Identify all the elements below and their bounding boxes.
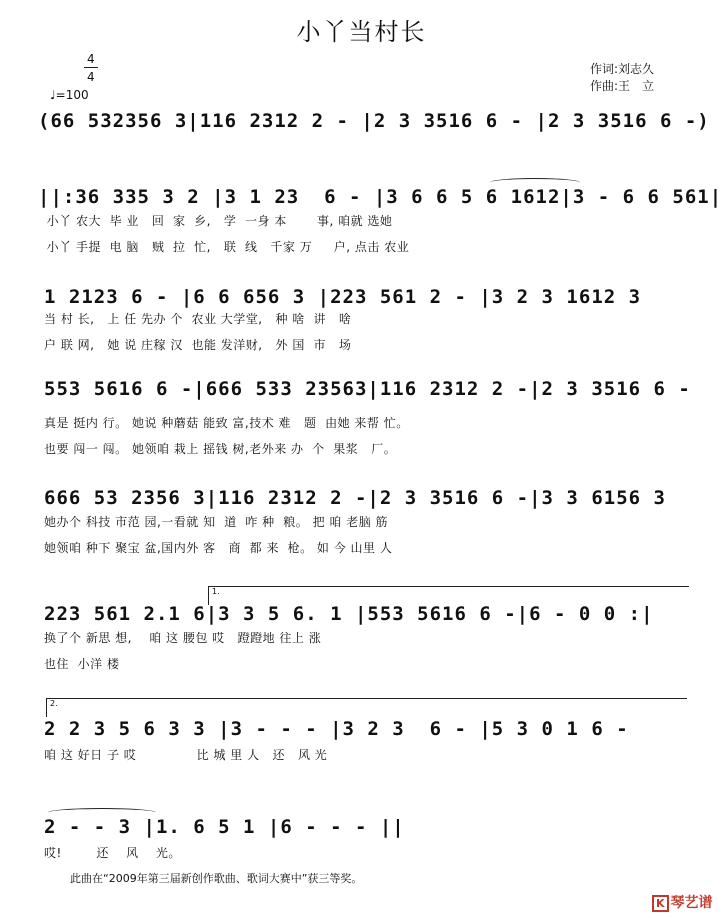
lyrics-verse1-line-6: 咱 这 好日 子 哎 比 城 里 人 还 风 光 bbox=[44, 748, 328, 762]
time-signature-divider bbox=[84, 67, 98, 68]
lyrics-verse2-line-2: 户 联 网, 她 说 庄稼 汉 也能 发洋财, 外 国 市 场 bbox=[44, 338, 352, 352]
lyrics-verse1-line-7: 哎! 还 风 光。 bbox=[44, 846, 181, 860]
notes-line-4: 666 53 2356 3|116 2312 2 -|2 3 3516 6 -|3 3 6156 3 bbox=[44, 487, 666, 509]
lyrics-verse1-line-2: 当 村 长, 上 任 先办 个 农业 大学堂, 种 啥 讲 啥 bbox=[44, 312, 352, 326]
site-logo bbox=[652, 892, 713, 912]
lyrics-verse2-line-5: 也住 小洋 楼 bbox=[44, 657, 120, 671]
notes-line-7: 2 - - 3 |1. 6 5 1 |6 - - - || bbox=[44, 816, 405, 838]
lyricist-credit: 作词:刘志久 bbox=[590, 62, 655, 76]
time-signature-top: 4 bbox=[87, 52, 95, 66]
score-title: 小丫当村长 bbox=[296, 18, 427, 46]
lyrics-verse1-line-4: 她办个 科技 市范 园,一看就 知 道 咋 种 粮。 把 咱 老脑 筋 bbox=[44, 515, 389, 529]
lyrics-verse1-line-3: 真是 挺内 行。 她说 种蘑菇 能致 富,技术 难 题 由她 来帮 忙。 bbox=[44, 416, 409, 430]
notes-line-intro: (66 532356 3|116 2312 2 - |2 3 3516 6 - |2 3 3516 6 -) bbox=[38, 110, 710, 132]
volta-label-2: 2. bbox=[50, 699, 58, 708]
notes-line-6: 2 2 3 5 6 3 3 |3 - - - |3 2 3 6 - |5 3 0 1 6 - bbox=[44, 718, 629, 740]
notes-line-5: 223 561 2.1 6|3 3 5 6. 1 |553 5616 6 -|6 - 0 0 :| bbox=[44, 603, 654, 625]
logo-mark: K bbox=[652, 895, 669, 912]
lyrics-verse2-line-4: 她领咱 种下 聚宝 盆,国内外 客 商 都 来 枪。 如 今 山里 人 bbox=[44, 541, 393, 555]
logo-text: 琴艺谱 bbox=[670, 895, 713, 911]
time-signature-bottom: 4 bbox=[87, 70, 95, 84]
tempo-marking: ♩=100 bbox=[50, 88, 89, 102]
notes-line-3: 553 5616 6 -|666 533 23563|116 2312 2 -|2 3 3516 6 - bbox=[44, 378, 691, 400]
award-footnote: 此曲在“2009年第三届新创作歌曲、歌词大赛中”获三等奖。 bbox=[70, 872, 363, 885]
notes-line-1: ||:36 335 3 2 |3 1 23 6 - |3 6 6 5 6 1612|3 - 6 6 561| bbox=[38, 186, 723, 208]
lyrics-verse2-line-1: 小丫 手提 电 脑 贼 拉 忙, 联 线 千家 万 户, 点击 农业 bbox=[38, 240, 410, 254]
volta-bracket-2 bbox=[46, 698, 687, 717]
notes-line-2: 1 2123 6 - |6 6 656 3 |223 561 2 - |3 2 3 1612 3 bbox=[44, 286, 642, 308]
lyrics-verse1-line-5: 换了个 新思 想, 咱 这 腰包 哎 蹬蹬地 往上 涨 bbox=[44, 631, 322, 645]
lyrics-verse1-line-1: 小丫 农大 毕 业 回 家 乡, 学 一身 本 事, 咱就 选她 bbox=[38, 214, 393, 228]
composer-credit: 作曲:王 立 bbox=[590, 79, 655, 93]
slur-mark bbox=[490, 178, 580, 187]
lyrics-verse2-line-3: 也要 闯一 闯。 她领咱 栽上 摇钱 树,老外来 办 个 果浆 厂。 bbox=[44, 442, 397, 456]
volta-label-1: 1. bbox=[212, 587, 220, 596]
